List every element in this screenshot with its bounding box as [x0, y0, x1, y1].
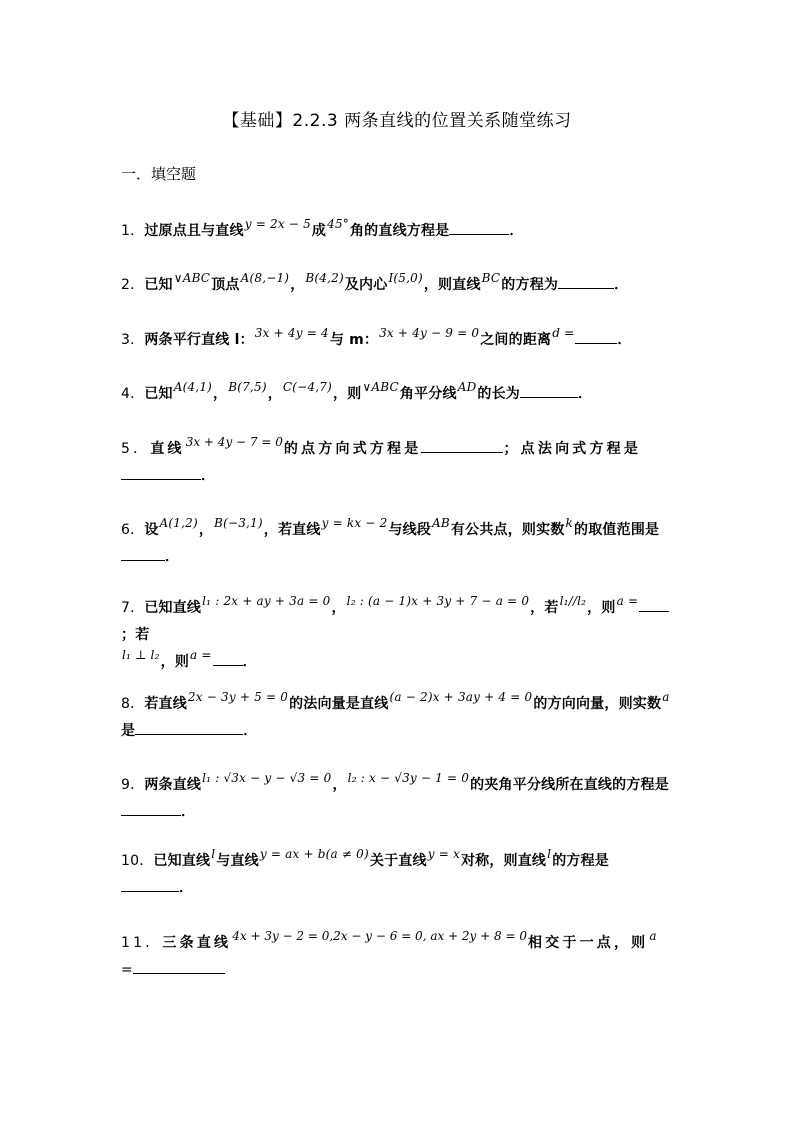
math-expression: l₁ : 2x + ay + 3a = 0 — [202, 594, 331, 608]
math-expression: k — [565, 516, 574, 530]
question-text: 三条直线 — [162, 935, 232, 951]
question-3 — [121, 327, 676, 354]
question-text: 已知 — [144, 386, 173, 402]
answer-blank[interactable] — [558, 274, 614, 289]
question-text: ． — [509, 223, 524, 239]
question-text: ， — [213, 386, 228, 402]
answer-blank[interactable] — [121, 801, 181, 816]
answer-blank[interactable] — [449, 220, 509, 235]
math-expression: y = 2x − 5 — [244, 217, 311, 231]
answer-blank[interactable] — [421, 438, 503, 453]
question-text: 角的直线方程是 — [349, 223, 450, 239]
question-text: ，则直线 — [423, 277, 481, 293]
question-number: 11． — [121, 935, 163, 951]
math-expression: I(5,0) — [388, 271, 423, 285]
math-expression: 2x − 3y + 5 = 0 — [187, 690, 289, 704]
question-text: ． — [617, 332, 632, 348]
question-text: ，若直线 — [263, 522, 321, 538]
math-expression: l₁//l₂ — [559, 594, 587, 608]
question-text: 两条平行直线 l： — [144, 332, 254, 348]
question-text: ；若 — [121, 627, 150, 643]
question-text: ． — [201, 468, 216, 484]
question-text: ， — [267, 386, 282, 402]
math-expression: B(−3,1) — [214, 516, 263, 530]
question-text: 的法向量是直线 — [289, 696, 389, 712]
answer-blank[interactable] — [639, 597, 669, 612]
math-expression: l₂ : (a − 1)x + 3y + 7 − a = 0 — [346, 594, 530, 608]
question-number: 8． — [121, 696, 145, 712]
question-text: ． — [181, 804, 196, 820]
question-text: 及内心 — [344, 277, 388, 293]
question-text: 过原点且与直线 — [144, 223, 244, 239]
question-text: ． — [242, 654, 257, 670]
math-expression: A(4,1) — [173, 380, 213, 394]
question-text: ；点法向式方程是 — [503, 441, 642, 457]
question-5 — [121, 436, 676, 490]
math-expression: B(4,2) — [305, 271, 344, 285]
question-text: 的夹角平分线所在直线的方程是 — [470, 777, 669, 793]
question-2 — [121, 272, 676, 299]
question-6 — [121, 517, 676, 571]
math-expression: A(1,2) — [159, 516, 198, 530]
question-text: ，则 — [333, 386, 362, 402]
math-expression: a — [649, 929, 660, 943]
math-expression: l — [211, 847, 216, 861]
question-text: 设 — [144, 522, 159, 538]
math-expression: a = — [616, 594, 639, 608]
question-text: 已知直线 — [153, 853, 211, 869]
math-expression: AB — [432, 516, 450, 530]
math-expression: C(−4,7) — [282, 380, 333, 394]
question-text: ． — [165, 549, 180, 565]
question-text: 两条直线 — [144, 777, 202, 793]
math-expression: d = — [552, 326, 575, 340]
math-expression: (a − 2)x + 3ay + 4 = 0 — [389, 690, 533, 704]
answer-blank[interactable] — [213, 651, 243, 666]
answer-blank[interactable] — [135, 720, 243, 735]
question-text: ． — [614, 277, 629, 293]
question-text: 的长为 — [477, 386, 521, 402]
question-text: ， — [331, 600, 346, 616]
math-expression: A(8,−1) — [240, 271, 290, 285]
question-text: 对称，则直线 — [460, 853, 547, 869]
question-text: 的方程是 — [552, 853, 609, 869]
question-number: 10． — [121, 853, 154, 869]
math-expression: 4x + 3y − 2 = 0,2x − y − 6 = 0, ax + 2y + 8 = 0 — [232, 929, 527, 943]
question-text: ． — [243, 723, 258, 739]
question-text: 直线 — [150, 441, 185, 457]
math-expression: a = — [190, 648, 212, 662]
question-8 — [121, 691, 676, 745]
question-text: 与线段 — [388, 522, 432, 538]
question-4 — [121, 381, 676, 408]
question-text: 有公共点，则实数 — [450, 522, 565, 538]
section-heading: 一．填空题 — [121, 165, 197, 183]
math-expression: y = kx − 2 — [321, 516, 388, 530]
math-expression: a — [662, 690, 670, 704]
question-number: 3． — [121, 332, 145, 348]
question-10 — [121, 848, 676, 902]
math-expression: AD — [457, 380, 477, 394]
question-text: 顶点 — [211, 277, 240, 293]
question-text: 若直线 — [144, 696, 187, 712]
question-1 — [121, 218, 676, 245]
answer-blank[interactable] — [133, 959, 225, 974]
question-number: 6． — [121, 522, 145, 538]
question-number: 7． — [121, 600, 145, 616]
question-text: 的方程为 — [501, 277, 559, 293]
question-text: 角平分线 — [399, 386, 457, 402]
question-text: ． — [179, 880, 194, 896]
answer-blank[interactable] — [121, 546, 165, 561]
question-9 — [121, 772, 676, 826]
question-7 — [121, 595, 676, 676]
question-text: 与直线 — [216, 853, 259, 869]
question-text: 成 — [311, 223, 327, 239]
question-text: ，则 — [160, 654, 190, 670]
math-expression: l₁ ⊥ l₂ — [122, 648, 160, 662]
math-expression: l — [547, 847, 552, 861]
question-text: ， — [198, 522, 214, 538]
question-text: 已知直线 — [144, 600, 202, 616]
question-text: ， — [290, 277, 305, 293]
question-text: ，则 — [587, 600, 616, 616]
math-expression: l₂ : x − √3y − 1 = 0 — [347, 771, 470, 785]
math-expression: 3x + 4y − 9 = 0 — [379, 326, 480, 340]
question-text: 的点方向式方程是 — [283, 441, 422, 457]
question-text: 关于直线 — [369, 853, 427, 869]
question-text: ，若 — [530, 600, 559, 616]
math-expression: ∨ABC — [173, 271, 211, 285]
math-expression: y = x — [427, 847, 460, 861]
question-number: 4． — [121, 386, 145, 402]
math-expression: B(7,5) — [228, 380, 267, 394]
answer-blank[interactable] — [520, 383, 578, 398]
question-text: 与 m： — [329, 332, 379, 348]
question-text: 的取值范围是 — [574, 522, 660, 538]
question-text: 是 — [121, 723, 136, 739]
question-number: 2． — [121, 277, 145, 293]
answer-blank[interactable] — [575, 329, 617, 344]
math-expression: l₁ : √3x − y − √3 = 0 — [202, 771, 332, 785]
answer-blank[interactable] — [121, 877, 179, 892]
math-expression: y = ax + b(a ≠ 0) — [259, 847, 369, 861]
question-number: 9． — [121, 777, 145, 793]
question-number: 5． — [121, 441, 151, 457]
question-text: ． — [578, 386, 593, 402]
math-expression: 3x + 4y − 7 = 0 — [185, 435, 283, 449]
math-expression: BC — [481, 271, 501, 285]
answer-blank[interactable] — [121, 465, 201, 480]
question-text: 之间的距离 — [480, 332, 552, 348]
question-text: = — [121, 962, 133, 978]
question-11 — [121, 930, 676, 984]
math-expression: ∨ABC — [362, 380, 399, 394]
question-text: 的方向向量，则实数 — [533, 696, 662, 712]
question-text: ， — [332, 777, 347, 793]
math-expression: 3x + 4y = 4 — [254, 326, 329, 340]
question-number: 1． — [121, 223, 145, 239]
question-text: 已知 — [144, 277, 173, 293]
math-expression: 45° — [327, 217, 349, 231]
question-text: 相交于一点，则 — [527, 935, 649, 951]
page-title: 【基础】2.2.3 两条直线的位置关系随堂练习 — [222, 111, 572, 131]
